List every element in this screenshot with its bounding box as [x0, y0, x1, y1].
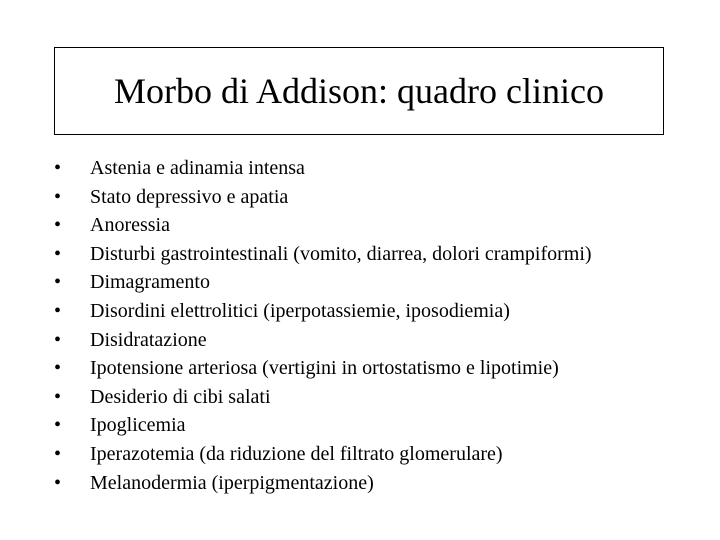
bullet-icon: • [54, 299, 62, 322]
symptom-list [54, 158, 684, 501]
slide-title: Morbo di Addison: quadro clinico [114, 71, 604, 111]
list-item-text: Disturbi gastrointestinali (vomito, diarrea, dolori crampiformi) [90, 242, 592, 265]
bullet-icon: • [54, 385, 62, 408]
list-item [54, 415, 684, 436]
list-item-text: Anoressia [90, 214, 170, 237]
list-item [54, 444, 684, 465]
list-item-text: Disidratazione [90, 328, 207, 351]
bullet-icon: • [54, 357, 62, 380]
list-item [54, 272, 684, 293]
bullet-icon: • [54, 271, 62, 294]
title-box [54, 47, 664, 135]
list-item-text: Ipoglicemia [90, 414, 186, 437]
list-item [54, 330, 684, 351]
list-item-text: Stato depressivo e apatia [90, 185, 289, 208]
list-item [54, 473, 684, 494]
list-item [54, 215, 684, 236]
list-item [54, 244, 684, 265]
list-item [54, 301, 684, 322]
list-item-text: Desiderio di cibi salati [90, 385, 271, 408]
list-item-text: Ipotensione arteriosa (vertigini in ortostatismo e lipotimie) [90, 357, 559, 380]
list-item-text: Astenia e adinamia intensa [90, 157, 305, 179]
bullet-icon: • [54, 242, 62, 265]
list-item-text: Disordini elettrolitici (iperpotassiemie, iposodiemia) [90, 299, 510, 322]
bullet-icon: • [54, 214, 62, 237]
list-item [54, 158, 684, 179]
bullet-icon: • [54, 157, 62, 179]
list-item [54, 187, 684, 208]
list-item [54, 358, 684, 379]
bullet-icon: • [54, 442, 62, 465]
list-item-text: Melanodermia (iperpigmentazione) [90, 471, 374, 494]
bullet-icon: • [54, 328, 62, 351]
list-item-text: Dimagramento [90, 271, 210, 294]
bullet-icon: • [54, 414, 62, 437]
bullet-icon: • [54, 185, 62, 208]
bullet-icon: • [54, 471, 62, 494]
list-item-text: Iperazotemia (da riduzione del filtrato glomerulare) [90, 442, 503, 465]
list-item [54, 387, 684, 408]
